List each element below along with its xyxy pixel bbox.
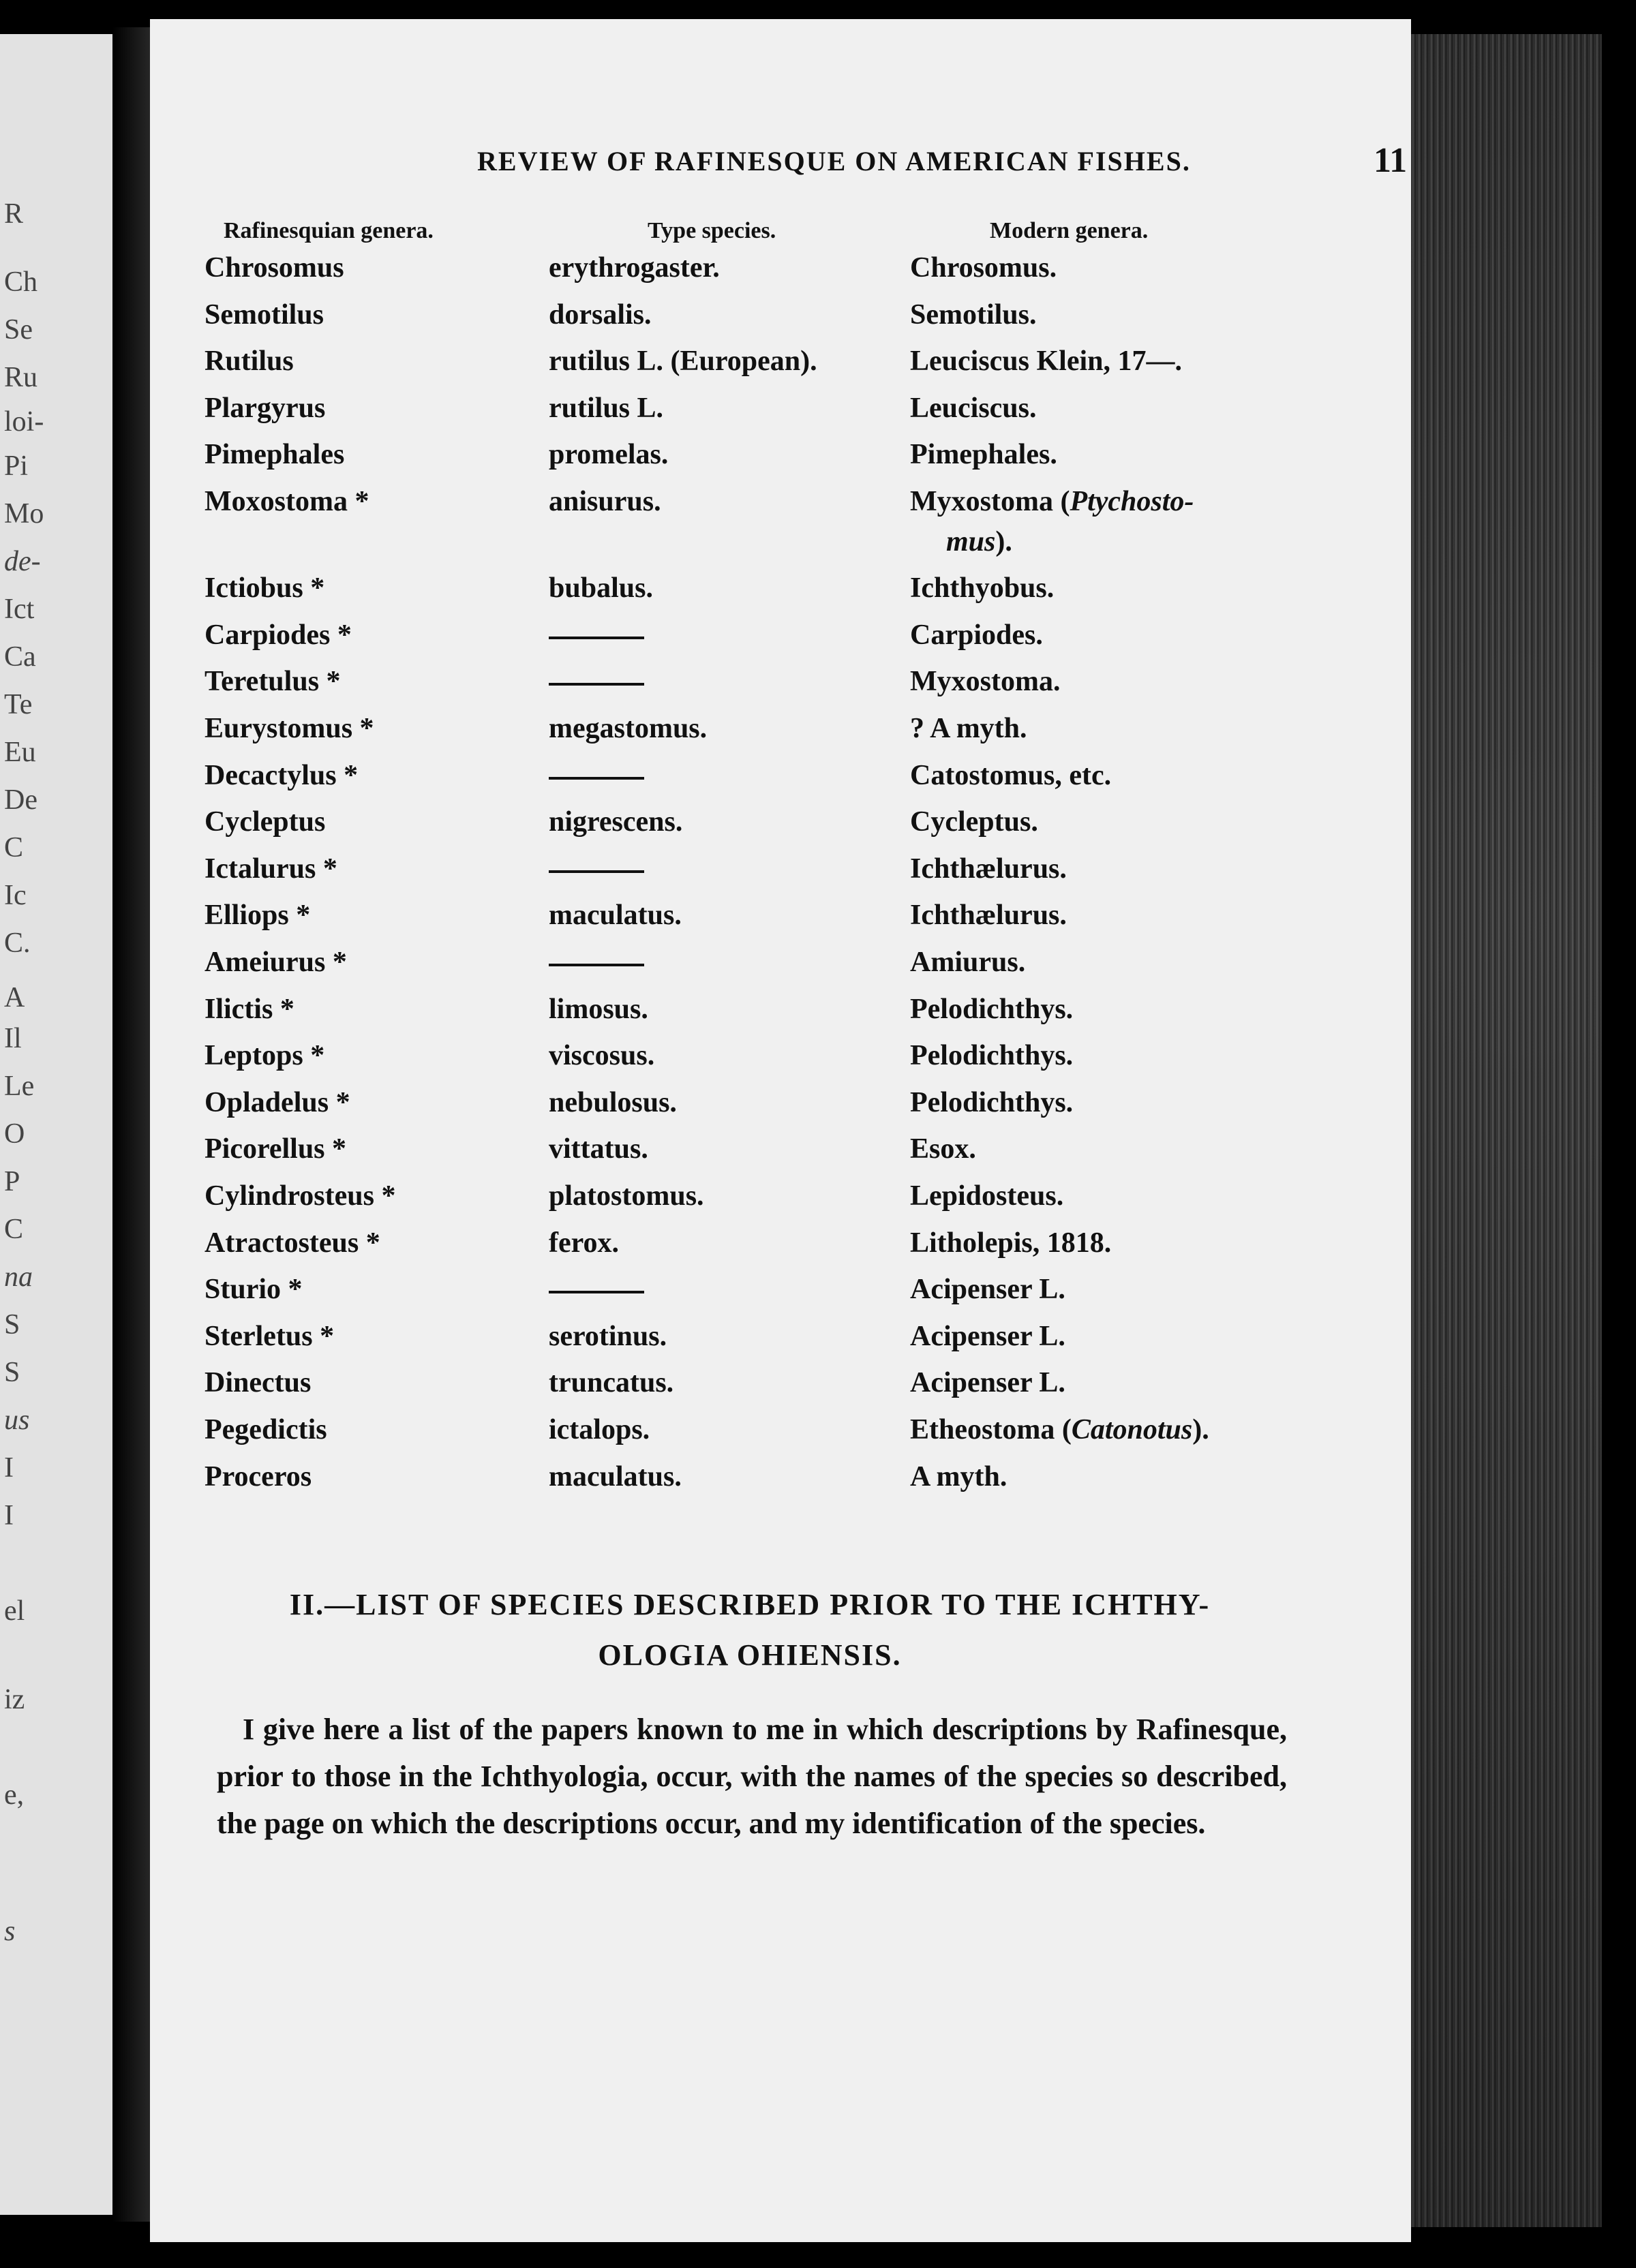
genus-cell: Semotilus [204, 299, 324, 331]
modern-genus-cell [910, 1362, 1065, 1403]
type-species-cell: ictalops. [549, 1414, 650, 1445]
facing-page-fragment: loi- [4, 406, 44, 438]
type-species-cell: ferox. [549, 1227, 620, 1259]
genus-cell: Ameiurus * [204, 947, 347, 978]
section-title-line-1: II.—LIST OF SPECIES DESCRIBED PRIOR TO THE ICHTHY- [289, 1588, 1211, 1621]
table-row [150, 1129, 1411, 1175]
facing-page-fragment: Ru [4, 362, 38, 393]
type-species-cell: maculatus. [549, 1461, 682, 1492]
section-title [204, 1580, 1295, 1681]
modern-genus-text: ? A myth. [910, 713, 1027, 744]
modern-genus-cell [910, 247, 1057, 288]
table-row [150, 989, 1411, 1035]
book-gutter [112, 27, 153, 2222]
modern-genus-cell [910, 341, 1182, 382]
facing-page-fragment: Ic [4, 880, 27, 911]
modern-genus-continuation [946, 521, 1012, 562]
modern-genus-text: Catostomus, etc. [910, 760, 1112, 791]
facing-page-fragment: S [4, 1309, 20, 1340]
table-row [150, 1316, 1411, 1362]
genus-cell: Carpiodes * [204, 619, 352, 651]
facing-page-fragment: R [4, 198, 24, 230]
blank-dash-rule [549, 964, 644, 966]
type-species-dash [549, 755, 644, 796]
modern-genus-cell [910, 1082, 1073, 1123]
book-page [150, 19, 1411, 2242]
facing-page-fragment: e, [4, 1779, 25, 1811]
table-row [150, 895, 1411, 941]
genus-cell: Cylindrosteus * [204, 1180, 396, 1212]
modern-genus-text: Leuciscus Klein, 17—. [910, 346, 1183, 377]
modern-genus-cell [910, 708, 1027, 749]
facing-page-fragment: s [4, 1916, 16, 1947]
modern-genus-text: Etheostoma ( [910, 1414, 1072, 1445]
genus-cell: Cycleptus [204, 806, 326, 838]
table-row-continuation [150, 521, 1411, 568]
modern-genus-cell [910, 848, 1067, 889]
genus-cell: Elliops * [204, 900, 311, 931]
facing-page-fragment: I [4, 1500, 14, 1531]
facing-page-fragment: us [4, 1405, 30, 1436]
modern-genus-text: Myxostoma. [910, 666, 1061, 697]
genus-cell: Pimephales [204, 439, 345, 470]
genus-cell: Moxostoma * [204, 486, 369, 517]
modern-genus-text: Semotilus. [910, 299, 1037, 331]
facing-page-fragment: C [4, 1214, 24, 1245]
table-row [150, 1035, 1411, 1082]
modern-genus-cell [910, 568, 1054, 609]
table-row [150, 848, 1411, 895]
table-row [150, 1223, 1411, 1269]
modern-genus-text: Chrosomus. [910, 252, 1057, 284]
modern-genus-cell [910, 1269, 1065, 1310]
facing-page-fragment: Se [4, 314, 33, 346]
modern-genus-cell [910, 1223, 1111, 1263]
facing-page-fragment: Ict [4, 594, 35, 625]
genus-cell: Ictalurus * [204, 853, 337, 885]
facing-page-fragment: Il [4, 1023, 22, 1054]
genus-cell: Plargyrus [204, 393, 326, 424]
modern-genus-text: Acipenser L. [910, 1321, 1065, 1352]
blank-dash-rule [549, 683, 644, 686]
modern-genus-cell [910, 1456, 1007, 1497]
table-row [150, 1409, 1411, 1456]
type-species-dash [549, 848, 644, 889]
modern-genus-text: A myth. [910, 1461, 1008, 1492]
facing-page-fragment: de- [4, 546, 41, 577]
type-species-cell: bubalus. [549, 572, 653, 604]
table-row [150, 942, 1411, 988]
modern-genus-cell [910, 895, 1067, 936]
type-species-cell: dorsalis. [549, 299, 652, 331]
running-head: REVIEW OF RAFINESQUE ON AMERICAN FISHES. [477, 146, 1191, 177]
genus-cell: Teretulus * [204, 666, 341, 697]
facing-page-fragment: Mo [4, 498, 44, 530]
table-row [150, 801, 1411, 848]
modern-genus-cell [910, 989, 1073, 1030]
facing-page-fragment: Ca [4, 641, 36, 673]
facing-page-fragment: C [4, 832, 24, 863]
blank-dash-rule [549, 1291, 644, 1293]
modern-genus-cell [910, 942, 1025, 983]
facing-page-fragment: S [4, 1357, 20, 1388]
facing-page-fragment: Te [4, 689, 33, 720]
genus-cell: Chrosomus [204, 252, 344, 284]
modern-genus-text: Ichthælurus. [910, 900, 1067, 931]
facing-page-fragment: C. [4, 928, 31, 959]
genus-cell: Rutilus [204, 346, 294, 377]
type-species-cell: erythrogaster. [549, 252, 720, 284]
facing-page-fragment: Ch [4, 266, 38, 298]
modern-genus-text: Pimephales. [910, 439, 1057, 470]
table-row [150, 1176, 1411, 1222]
modern-genus-cell [910, 434, 1057, 475]
column-header-genera: Rafinesquian genera. [224, 218, 434, 243]
facing-page-fragment: I [4, 1452, 14, 1484]
modern-genus-cell [910, 1129, 976, 1169]
modern-genus-cell [910, 615, 1043, 656]
blank-dash-rule [549, 777, 644, 780]
facing-page-fragment: na [4, 1261, 33, 1293]
modern-genus-cell [910, 388, 1037, 429]
type-species-cell: rutilus L. (European). [549, 346, 817, 377]
table-row [150, 481, 1411, 527]
column-header-modern-genera: Modern genera. [990, 218, 1149, 243]
facing-page-fragment: A [4, 982, 25, 1013]
page-number: 11 [1374, 141, 1408, 180]
table-row [150, 294, 1411, 341]
genus-cell: Ictiobus * [204, 572, 325, 604]
table-row [150, 708, 1411, 754]
type-species-cell: nigrescens. [549, 806, 683, 838]
facing-page-fragment: De [4, 784, 37, 816]
type-species-cell: limosus. [549, 994, 648, 1025]
modern-genus-text: Amiurus. [910, 947, 1026, 978]
modern-genus-text: Ichthyobus. [910, 572, 1055, 604]
blank-dash-rule [549, 637, 644, 639]
facing-page-fragment: Le [4, 1071, 35, 1102]
genus-cell: Decactylus * [204, 760, 359, 791]
modern-genus-cell [910, 1409, 1209, 1450]
type-species-cell: rutilus L. [549, 393, 664, 424]
type-species-cell: viscosus. [549, 1040, 655, 1071]
facing-page-fragment: O [4, 1118, 25, 1150]
modern-genus-text: Myxostoma ( [910, 486, 1070, 517]
table-row [150, 755, 1411, 801]
facing-page-fragment: Eu [4, 737, 36, 768]
type-species-cell: promelas. [549, 439, 669, 470]
modern-genus-text: Esox. [910, 1133, 976, 1165]
modern-genus-text: Pelodichthys. [910, 1040, 1074, 1071]
genus-cell: Picorellus * [204, 1133, 347, 1165]
genus-cell: Atractosteus * [204, 1227, 380, 1259]
genus-cell: Ilictis * [204, 994, 294, 1025]
type-species-dash [549, 661, 644, 702]
genus-cell: Sturio * [204, 1274, 303, 1305]
modern-genus-cell [910, 481, 1194, 522]
modern-genus-text: Lepidosteus. [910, 1180, 1064, 1212]
facing-page-fragment: iz [4, 1684, 25, 1715]
facing-page-fragment: P [4, 1166, 20, 1197]
genus-cell: Sterletus * [204, 1321, 335, 1352]
type-species-cell: truncatus. [549, 1367, 674, 1398]
type-species-cell: anisurus. [549, 486, 661, 517]
table-row [150, 341, 1411, 387]
type-species-cell: nebulosus. [549, 1087, 677, 1118]
modern-genus-text: Ichthælurus. [910, 853, 1067, 885]
facing-page-fragment: Pi [4, 450, 29, 482]
modern-genus-cell [910, 661, 1060, 702]
type-species-cell: serotinus. [549, 1321, 667, 1352]
table-row [150, 1082, 1411, 1129]
table-row [150, 661, 1411, 707]
genus-cell: Eurystomus * [204, 713, 374, 744]
modern-genus-cell [910, 801, 1038, 842]
table-row [150, 247, 1411, 294]
genus-cell: Opladelus * [204, 1087, 350, 1118]
type-species-cell: platostomus. [549, 1180, 704, 1212]
table-row [150, 388, 1411, 434]
modern-genus-cell [910, 755, 1111, 796]
page-stack-edges [1411, 34, 1602, 2227]
modern-genus-italic: Ptychosto- [1070, 486, 1194, 517]
modern-genus-cell [910, 1316, 1065, 1357]
type-species-cell: maculatus. [549, 900, 682, 931]
modern-genus-cell [910, 294, 1037, 335]
modern-genus-continuation-italic: mus [946, 526, 996, 557]
modern-genus-text: Leuciscus. [910, 393, 1037, 424]
column-header-type-species: Type species. [648, 218, 776, 243]
table-row [150, 1269, 1411, 1315]
modern-genus-text: Pelodichthys. [910, 994, 1074, 1025]
table-row [150, 434, 1411, 480]
facing-page-fragment: el [4, 1595, 25, 1627]
modern-genus-end: ). [1192, 1414, 1209, 1445]
intro-paragraph: I give here a list of the papers known to me in which descriptions by Rafinesque, prior to those in the Ichthyologia, occur, with the names of the species so described, the page on which the descriptions occur, and my identification of the species. [217, 1713, 1287, 1840]
modern-genus-continuation-end: ). [995, 526, 1012, 557]
modern-genus-cell [910, 1176, 1063, 1216]
modern-genus-text: Litholepis, 1818. [910, 1227, 1112, 1259]
table-row [150, 1362, 1411, 1409]
type-species-dash [549, 1269, 644, 1310]
genus-cell: Dinectus [204, 1367, 312, 1398]
genus-cell: Proceros [204, 1461, 312, 1492]
modern-genus-text: Acipenser L. [910, 1367, 1065, 1398]
type-species-dash [549, 615, 644, 656]
table-row [150, 568, 1411, 614]
genus-cell: Leptops * [204, 1040, 325, 1071]
blank-dash-rule [549, 870, 644, 873]
section-title-line-2: OLOGIA OHIENSIS. [598, 1638, 902, 1672]
modern-genus-cell [910, 1035, 1073, 1076]
modern-genus-text: Pelodichthys. [910, 1087, 1074, 1118]
modern-genus-italic: Catonotus [1071, 1414, 1193, 1445]
facing-page-edge [0, 34, 112, 2215]
modern-genus-text: Acipenser L. [910, 1274, 1065, 1305]
modern-genus-text: Carpiodes. [910, 619, 1043, 651]
type-species-cell: megastomus. [549, 713, 708, 744]
type-species-cell: vittatus. [549, 1133, 648, 1165]
table-row [150, 615, 1411, 661]
genus-cell: Pegedictis [204, 1414, 327, 1445]
modern-genus-text: Cycleptus. [910, 806, 1038, 838]
table-row [150, 1456, 1411, 1503]
type-species-dash [549, 942, 644, 983]
